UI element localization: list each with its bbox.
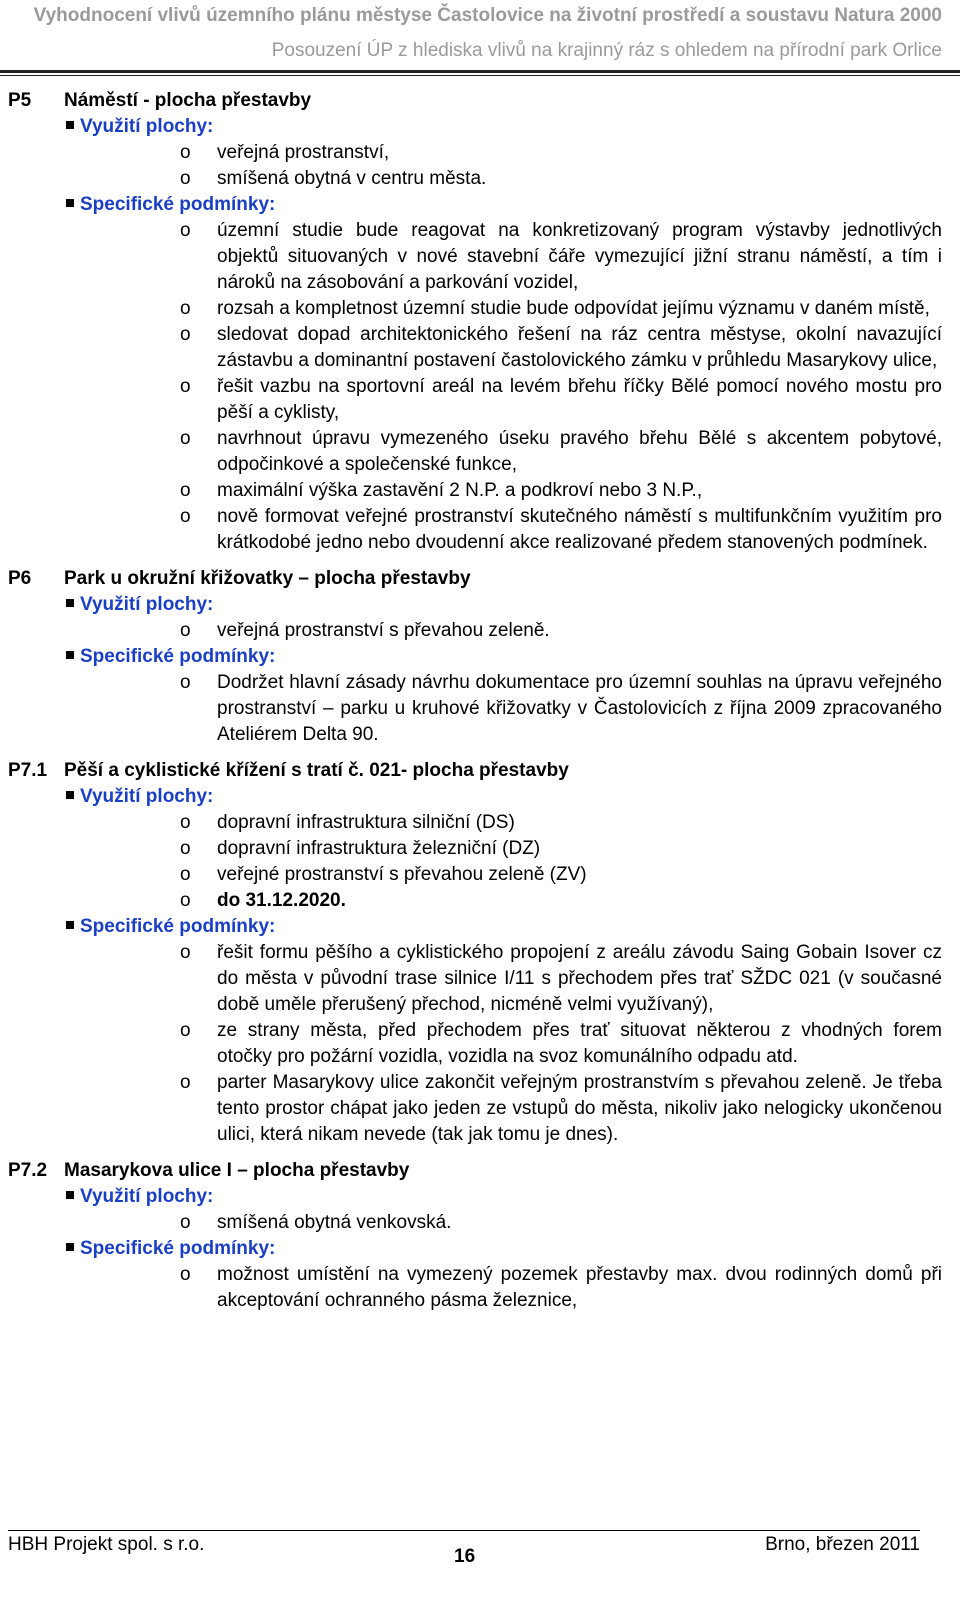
list-item [180, 836, 942, 862]
square-bullet-icon [66, 651, 74, 659]
list-item-text: navrhnout úpravu vymezeného úseku pravého břehu Bělé s akcentem pobytové, odpočinkové a společenské funkce, [217, 428, 942, 475]
section-title: Park u okružní křižovatky – plocha přestavby [64, 568, 471, 589]
list-item-text: maximální výška zastavění 2 N.P. a podkroví nebo 3 N.P., [217, 480, 703, 501]
heading-label: Specifické podmínky: [80, 194, 276, 215]
square-bullet-icon [66, 791, 74, 799]
circle-bullet-icon: o [180, 864, 191, 885]
conditions-heading [64, 1236, 960, 1262]
list-item [180, 1262, 942, 1314]
heading-label: Využití plochy: [80, 786, 214, 807]
conditions-heading [64, 914, 960, 940]
use-list [0, 140, 960, 192]
list-item-text: veřejné prostranství s převahou zeleně (ZV) [217, 864, 587, 885]
section-p7-2 [0, 1158, 960, 1314]
conditions-list [0, 940, 960, 1148]
circle-bullet-icon: o [180, 168, 191, 189]
header-document-subtitle: Posouzení ÚP z hlediska vlivů na krajinný ráz s ohledem na přírodní park Orlice [271, 40, 942, 61]
section-code: P7.2 [8, 1160, 48, 1181]
section-p7-1 [0, 758, 960, 1148]
list-item-text: řešit formu pěšího a cyklistického propojení z areálu závodu Saing Gobain Isover cz do města v původní trase silnice I/11 s přechodem přes trať SŽDC 021 (v současné době uměle přerušený přechod, nicméně velmi využívaný), [217, 942, 942, 1015]
circle-bullet-icon: o [180, 838, 191, 859]
footer-date: Brno, březen 2011 [765, 1534, 920, 1555]
list-item-text: územní studie bude reagovat na konkretizovaný program výstavby jednotlivých objektů situovaných v nové stavební čáře vymezující jižní stranu náměstí, a tím i nároků na zásobování a parkování vozidel, [217, 220, 942, 293]
circle-bullet-icon: o [180, 142, 191, 163]
heading-label: Využití plochy: [80, 1186, 214, 1207]
list-item [180, 940, 942, 1018]
use-list [0, 810, 960, 914]
use-list [0, 1210, 960, 1236]
square-bullet-icon [66, 121, 74, 129]
list-item [180, 218, 942, 296]
circle-bullet-icon: o [180, 1264, 191, 1285]
circle-bullet-icon: o [180, 672, 191, 693]
list-item-text: řešit vazbu na sportovní areál na levém břehu říčky Bělé pomocí nového mostu pro pěší a cyklisty, [217, 376, 942, 423]
circle-bullet-icon: o [180, 506, 191, 527]
page-footer [0, 1522, 960, 1597]
list-item [180, 166, 942, 192]
heading-label: Využití plochy: [80, 116, 214, 137]
section-code: P6 [8, 568, 32, 589]
section-spacer [0, 1148, 960, 1158]
list-item-text: sledovat dopad architektonického řešení na ráz centra městyse, okolní navazující zástavbu a dominantní postavení častolovického zámku v průhledu Masarykovy ulice, [217, 324, 942, 371]
section-code: P5 [8, 90, 32, 111]
list-item [180, 374, 942, 426]
heading-label: Specifické podmínky: [80, 1238, 276, 1259]
footer-company: HBH Projekt spol. s r.o. [8, 1534, 205, 1555]
circle-bullet-icon: o [180, 428, 191, 449]
list-item [180, 888, 942, 914]
section-spacer [0, 556, 960, 566]
section-p6 [0, 566, 960, 748]
list-item [180, 862, 942, 888]
list-item-text: do 31.12.2020. [217, 890, 346, 911]
header-rule [0, 70, 960, 73]
square-bullet-icon [66, 1243, 74, 1251]
list-item [180, 1070, 942, 1148]
section-code: P7.1 [8, 760, 48, 781]
circle-bullet-icon: o [180, 220, 191, 241]
square-bullet-icon [66, 1191, 74, 1199]
circle-bullet-icon: o [180, 324, 191, 345]
conditions-list [0, 670, 960, 748]
footer-rule [8, 1530, 920, 1531]
conditions-heading [64, 192, 960, 218]
list-item-text: veřejná prostranství, [217, 142, 390, 163]
list-item-text: ze strany města, před přechodem přes trať situovat některou z vhodných forem otočky pro požární vozidla, vozidla na svoz komunálního odpadu atd. [217, 1020, 942, 1067]
list-item [180, 426, 942, 478]
list-item-text: veřejná prostranství s převahou zeleně. [217, 620, 550, 641]
circle-bullet-icon: o [180, 1020, 191, 1041]
list-item [180, 1018, 942, 1070]
list-item-text: možnost umístění na vymezený pozemek přestavby max. dvou rodinných domů při akceptování ochranného pásma železnice, [217, 1264, 942, 1311]
list-item [180, 504, 942, 556]
list-item [180, 322, 942, 374]
use-heading [64, 114, 960, 140]
square-bullet-icon [66, 599, 74, 607]
circle-bullet-icon: o [180, 942, 191, 963]
list-item [180, 296, 942, 322]
circle-bullet-icon: o [180, 376, 191, 397]
list-item [180, 810, 942, 836]
document-body [0, 88, 960, 1324]
section-spacer [0, 748, 960, 758]
section-title: Náměstí - plocha přestavby [64, 90, 312, 111]
page-number: 16 [454, 1546, 476, 1567]
circle-bullet-icon: o [180, 480, 191, 501]
list-item [180, 478, 942, 504]
conditions-list [0, 218, 960, 556]
use-heading [64, 592, 960, 618]
circle-bullet-icon: o [180, 1072, 191, 1093]
list-item [180, 618, 942, 644]
circle-bullet-icon: o [180, 812, 191, 833]
section-spacer [0, 1314, 960, 1324]
list-item-text: dopravní infrastruktura železniční (DZ) [217, 838, 541, 859]
heading-label: Specifické podmínky: [80, 916, 276, 937]
list-item-text: Dodržet hlavní zásady návrhu dokumentace pro územní souhlas na úpravu veřejného prostranství – parku u kruhové křižovatky v Častolovicích z října 2009 zpracovaného Ateliérem Delta 90. [217, 672, 942, 745]
square-bullet-icon [66, 199, 74, 207]
page-header [0, 0, 960, 78]
use-heading [64, 784, 960, 810]
circle-bullet-icon: o [180, 1212, 191, 1233]
list-item-text: nově formovat veřejné prostranství skutečného náměstí s multifunkčním využitím pro krátkodobé jedno nebo dvoudenní akce realizované předem stanovených podmínek. [217, 506, 942, 553]
list-item [180, 140, 942, 166]
list-item-text: rozsah a kompletnost územní studie bude odpovídat jejímu významu v daném místě, [217, 298, 930, 319]
header-rule-thin [0, 75, 960, 76]
section-title: Pěší a cyklistické křížení s tratí č. 021- plocha přestavby [64, 760, 569, 781]
use-heading [64, 1184, 960, 1210]
square-bullet-icon [66, 921, 74, 929]
circle-bullet-icon: o [180, 298, 191, 319]
circle-bullet-icon: o [180, 890, 191, 911]
section-p5 [0, 88, 960, 556]
list-item-text: dopravní infrastruktura silniční (DS) [217, 812, 515, 833]
section-title: Masarykova ulice I – plocha přestavby [64, 1160, 410, 1181]
list-item [180, 1210, 942, 1236]
list-item-text: smíšená obytná v centru města. [217, 168, 487, 189]
list-item [180, 670, 942, 748]
list-item-text: smíšená obytná venkovská. [217, 1212, 452, 1233]
heading-label: Využití plochy: [80, 594, 214, 615]
circle-bullet-icon: o [180, 620, 191, 641]
header-document-title: Vyhodnocení vlivů územního plánu městyse Častolovice na životní prostředí a soustavu Natura 2000 [33, 5, 942, 26]
heading-label: Specifické podmínky: [80, 646, 276, 667]
conditions-heading [64, 644, 960, 670]
list-item-text: parter Masarykovy ulice zakončit veřejným prostranstvím s převahou zeleně. Je třeba tento prostor chápat jako jeden ze vstupů do města, nikoliv jako nelogicky ukončenou ulici, která nikam nevede (tak jak tomu je dnes). [217, 1072, 942, 1145]
conditions-list [0, 1262, 960, 1314]
use-list [0, 618, 960, 644]
